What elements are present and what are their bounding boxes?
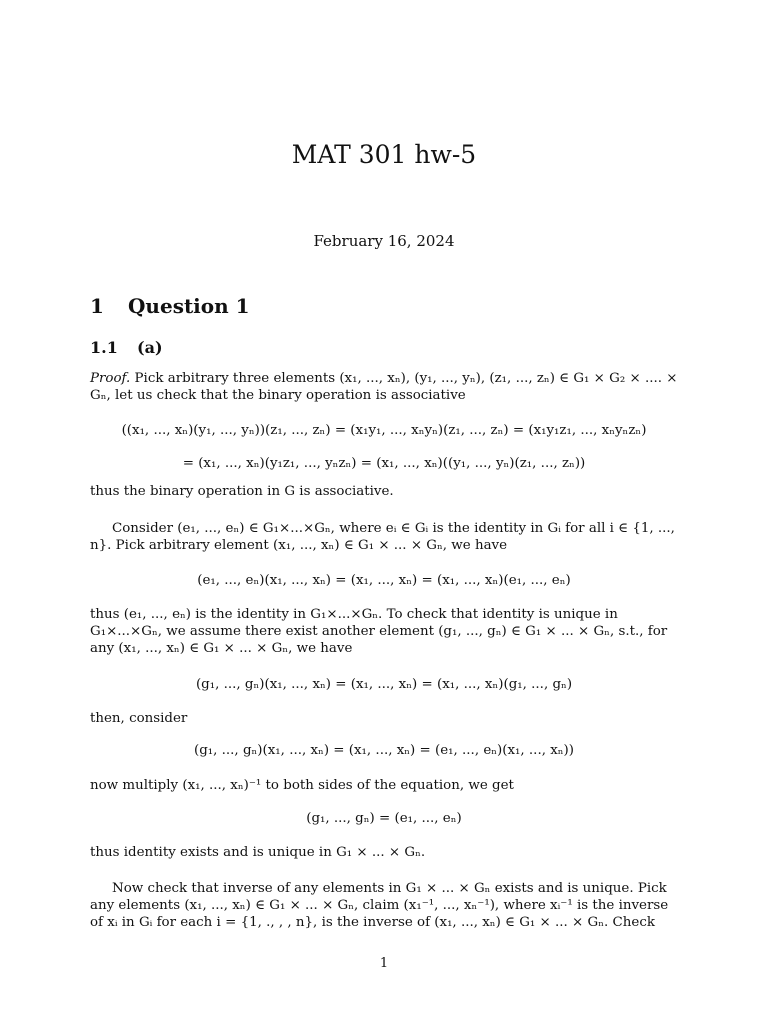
subsection-title: (a) (137, 338, 163, 357)
paragraph-identity: Consider (e₁, ..., eₙ) ∈ G₁×...×Gₙ, where eᵢ ∈ Gᵢ is the identity in Gᵢ for all i ∈ {1, ..., n}. Pick arbitrary element (x₁, ..., xₙ) ∈ G₁ × ... × Gₙ, we have (90, 521, 675, 553)
page-number: 1 (379, 956, 389, 971)
document-date: February 16, 2024 (313, 232, 455, 250)
proof-label: Proof. (90, 371, 131, 386)
equation-result: (g₁, ..., gₙ) = (e₁, ..., eₙ) (306, 811, 462, 826)
paragraph-consider: then, consider (90, 711, 188, 726)
paragraph-associativity (90, 370, 680, 404)
paragraph-associativity-text: Pick arbitrary three elements (x₁, ..., xₙ), (y₁, ..., yₙ), (z₁, ..., zₙ) ∈ G₁ × G₂ × .... × Gₙ, let us check that the binary operation is associative (90, 371, 678, 403)
equation-other-identity: (g₁, ..., gₙ)(x₁, ..., xₙ) = (x₁, ..., xₙ) = (x₁, ..., xₙ)(g₁, ..., gₙ) (195, 677, 573, 692)
paragraph-multiply: now multiply (x₁, ..., xₙ)⁻¹ to both sides of the equation, we get (90, 778, 514, 793)
section-heading (90, 294, 250, 318)
paragraph-associative-conclusion: thus the binary operation in G is associative. (90, 484, 394, 499)
section-number: 1 (90, 294, 104, 318)
paragraph-identity-unique: thus (e₁, ..., eₙ) is the identity in G₁×...×Gₙ. To check that identity is unique in G₁×...×Gₙ, we assume there exist another element (g₁, ..., gₙ) ∈ G₁ × ... × Gₙ, s.t., for any (x₁, ..., xₙ) ∈ G₁ × ... × Gₙ, we have (90, 607, 668, 656)
equation-associativity-1: ((x₁, ..., xₙ)(y₁, ..., yₙ))(z₁, ..., zₙ) = (x₁y₁, ..., xₙyₙ)(z₁, ..., zₙ) = (x₁y₁z₁, ..., xₙyₙzₙ) (121, 423, 647, 438)
subsection-heading (90, 338, 163, 357)
document-title: MAT 301 hw-5 (291, 140, 477, 169)
paragraph-inverse: Now check that inverse of any elements in G₁ × ... × Gₙ exists and is unique. Pick any elements (x₁, ..., xₙ) ∈ G₁ × ... × Gₙ, claim (x₁⁻¹, ..., xₙ⁻¹), where xᵢ⁻¹ is the inverse of xᵢ in Gᵢ for each i = {1, ., , , n}, is the inverse of (x₁, ..., xₙ) ∈ G₁ × ... × Gₙ. Check (90, 881, 669, 930)
equation-associativity-2: = (x₁, ..., xₙ)(y₁z₁, ..., yₙzₙ) = (x₁, ..., xₙ)((y₁, ..., yₙ)(z₁, ..., zₙ)) (182, 456, 586, 471)
equation-consider: (g₁, ..., gₙ)(x₁, ..., xₙ) = (x₁, ..., xₙ) = (e₁, ..., eₙ)(x₁, ..., xₙ)) (193, 743, 575, 758)
section-title: Question 1 (128, 294, 250, 318)
paragraph-identity-conclusion: thus identity exists and is unique in G₁ × ... × Gₙ. (90, 845, 426, 860)
equation-identity: (e₁, ..., eₙ)(x₁, ..., xₙ) = (x₁, ..., xₙ) = (x₁, ..., xₙ)(e₁, ..., eₙ) (197, 573, 571, 588)
subsection-number: 1.1 (90, 338, 118, 357)
